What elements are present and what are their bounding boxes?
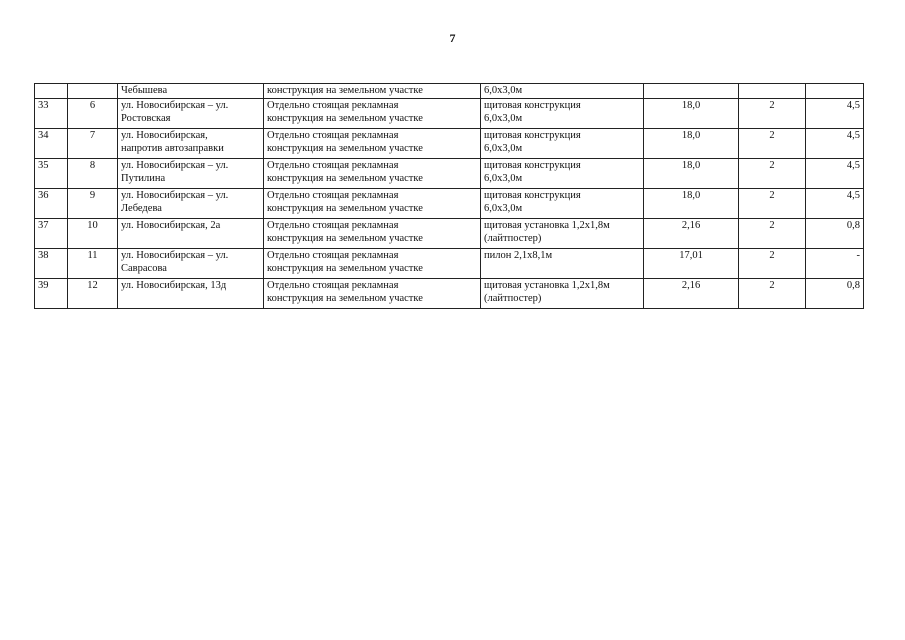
row-number: 38 [35, 249, 68, 279]
area-cell: 18,0 [644, 159, 739, 189]
type-line: конструкция на земельном участке [267, 293, 423, 304]
construction-cell [481, 84, 644, 99]
address-line: ул. Новосибирская – ул. [121, 250, 229, 261]
area-cell [644, 84, 739, 99]
type-line: конструкция на земельном участке [267, 233, 423, 244]
table-row [35, 279, 864, 309]
sides-cell: 2 [739, 279, 806, 309]
total-area-cell: 4,5 [806, 189, 864, 219]
construction-cell [481, 99, 644, 129]
item-index: 12 [68, 279, 118, 309]
construction-line: щитовая конструкция [484, 130, 581, 141]
address-cell [118, 129, 264, 159]
construction-cell [481, 189, 644, 219]
row-number: 34 [35, 129, 68, 159]
total-area-cell: 4,5 [806, 129, 864, 159]
item-index: 6 [68, 99, 118, 129]
total-area-cell: 4,5 [806, 159, 864, 189]
construction-cell [481, 129, 644, 159]
construction-line: 6,0x3,0м [484, 173, 523, 184]
total-area-cell: 0,8 [806, 219, 864, 249]
type-line: Отдельно стоящая рекламная [267, 250, 399, 261]
construction-line: 6,0x3,0м [484, 85, 523, 96]
address-cell [118, 249, 264, 279]
construction-line: щитовая конструкция [484, 190, 581, 201]
construction-cell [481, 159, 644, 189]
address-line: ул. Новосибирская, [121, 130, 208, 141]
address-line: напротив автозаправки [121, 143, 224, 154]
table-row [35, 219, 864, 249]
type-cell [264, 99, 481, 129]
type-line: конструкция на земельном участке [267, 143, 423, 154]
row-number: 36 [35, 189, 68, 219]
construction-line: щитовая конструкция [484, 100, 581, 111]
row-number: 33 [35, 99, 68, 129]
table-row [35, 129, 864, 159]
construction-line: 6,0x3,0м [484, 203, 523, 214]
type-cell [264, 159, 481, 189]
area-cell: 18,0 [644, 129, 739, 159]
item-index: 8 [68, 159, 118, 189]
type-cell [264, 84, 481, 99]
type-cell [264, 189, 481, 219]
type-line: конструкция на земельном участке [267, 203, 423, 214]
sides-cell: 2 [739, 189, 806, 219]
row-number [35, 84, 68, 99]
table-row [35, 249, 864, 279]
construction-line: щитовая конструкция [484, 160, 581, 171]
address-line: Ростовская [121, 113, 171, 124]
area-cell: 2,16 [644, 219, 739, 249]
total-area-cell: 0,8 [806, 279, 864, 309]
table-row [35, 99, 864, 129]
total-area-cell [806, 84, 864, 99]
type-cell [264, 249, 481, 279]
address-cell [118, 84, 264, 99]
address-line: Саврасова [121, 263, 167, 274]
type-line: Отдельно стоящая рекламная [267, 190, 399, 201]
address-line: Лебедева [121, 203, 162, 214]
type-line: Отдельно стоящая рекламная [267, 160, 399, 171]
construction-line: 6,0x3,0м [484, 113, 523, 124]
item-index [68, 84, 118, 99]
address-cell [118, 219, 264, 249]
total-area-cell: 4,5 [806, 99, 864, 129]
area-cell: 18,0 [644, 189, 739, 219]
type-line: Отдельно стоящая рекламная [267, 280, 399, 291]
type-line: конструкция на земельном участке [267, 85, 423, 96]
type-cell [264, 129, 481, 159]
sides-cell: 2 [739, 99, 806, 129]
address-cell [118, 189, 264, 219]
construction-line: (лайтпостер) [484, 233, 542, 244]
type-cell [264, 219, 481, 249]
page-number: 7 [449, 31, 456, 45]
sides-cell: 2 [739, 249, 806, 279]
area-cell: 17,01 [644, 249, 739, 279]
sides-cell: 2 [739, 159, 806, 189]
address-cell [118, 279, 264, 309]
total-area-cell: - [806, 249, 864, 279]
type-line: Отдельно стоящая рекламная [267, 100, 399, 111]
address-cell [118, 99, 264, 129]
sides-cell [739, 84, 806, 99]
table-row [35, 84, 864, 99]
sides-cell: 2 [739, 219, 806, 249]
type-line: конструкция на земельном участке [267, 263, 423, 274]
row-number: 37 [35, 219, 68, 249]
type-line: Отдельно стоящая рекламная [267, 130, 399, 141]
address-line: ул. Новосибирская, 2а [121, 220, 221, 231]
address-line [121, 232, 260, 245]
advertising-structures-table [34, 83, 864, 309]
item-index: 10 [68, 219, 118, 249]
construction-line: щитовая установка 1,2x1,8м [484, 280, 610, 291]
row-number: 35 [35, 159, 68, 189]
type-line: конструкция на земельном участке [267, 173, 423, 184]
sides-cell: 2 [739, 129, 806, 159]
construction-cell [481, 219, 644, 249]
type-cell [264, 279, 481, 309]
type-line: конструкция на земельном участке [267, 113, 423, 124]
area-cell: 18,0 [644, 99, 739, 129]
address-cell [118, 159, 264, 189]
address-line: ул. Новосибирская – ул. [121, 190, 229, 201]
construction-cell [481, 279, 644, 309]
area-cell: 2,16 [644, 279, 739, 309]
address-line: Чебышева [121, 85, 168, 96]
construction-line [484, 262, 640, 275]
table-row [35, 159, 864, 189]
construction-line: (лайтпостер) [484, 293, 542, 304]
address-line: ул. Новосибирская – ул. [121, 160, 229, 171]
address-line: ул. Новосибирская, 13д [121, 280, 227, 291]
construction-line: щитовая установка 1,2x1,8м [484, 220, 610, 231]
table-row [35, 189, 864, 219]
item-index: 7 [68, 129, 118, 159]
item-index: 9 [68, 189, 118, 219]
construction-cell [481, 249, 644, 279]
item-index: 11 [68, 249, 118, 279]
type-line: Отдельно стоящая рекламная [267, 220, 399, 231]
construction-line: 6,0x3,0м [484, 143, 523, 154]
address-line: ул. Новосибирская – ул. [121, 100, 229, 111]
address-line: Путилина [121, 173, 166, 184]
construction-line: пилон 2,1x8,1м [484, 250, 553, 261]
address-line [121, 292, 260, 305]
row-number: 39 [35, 279, 68, 309]
